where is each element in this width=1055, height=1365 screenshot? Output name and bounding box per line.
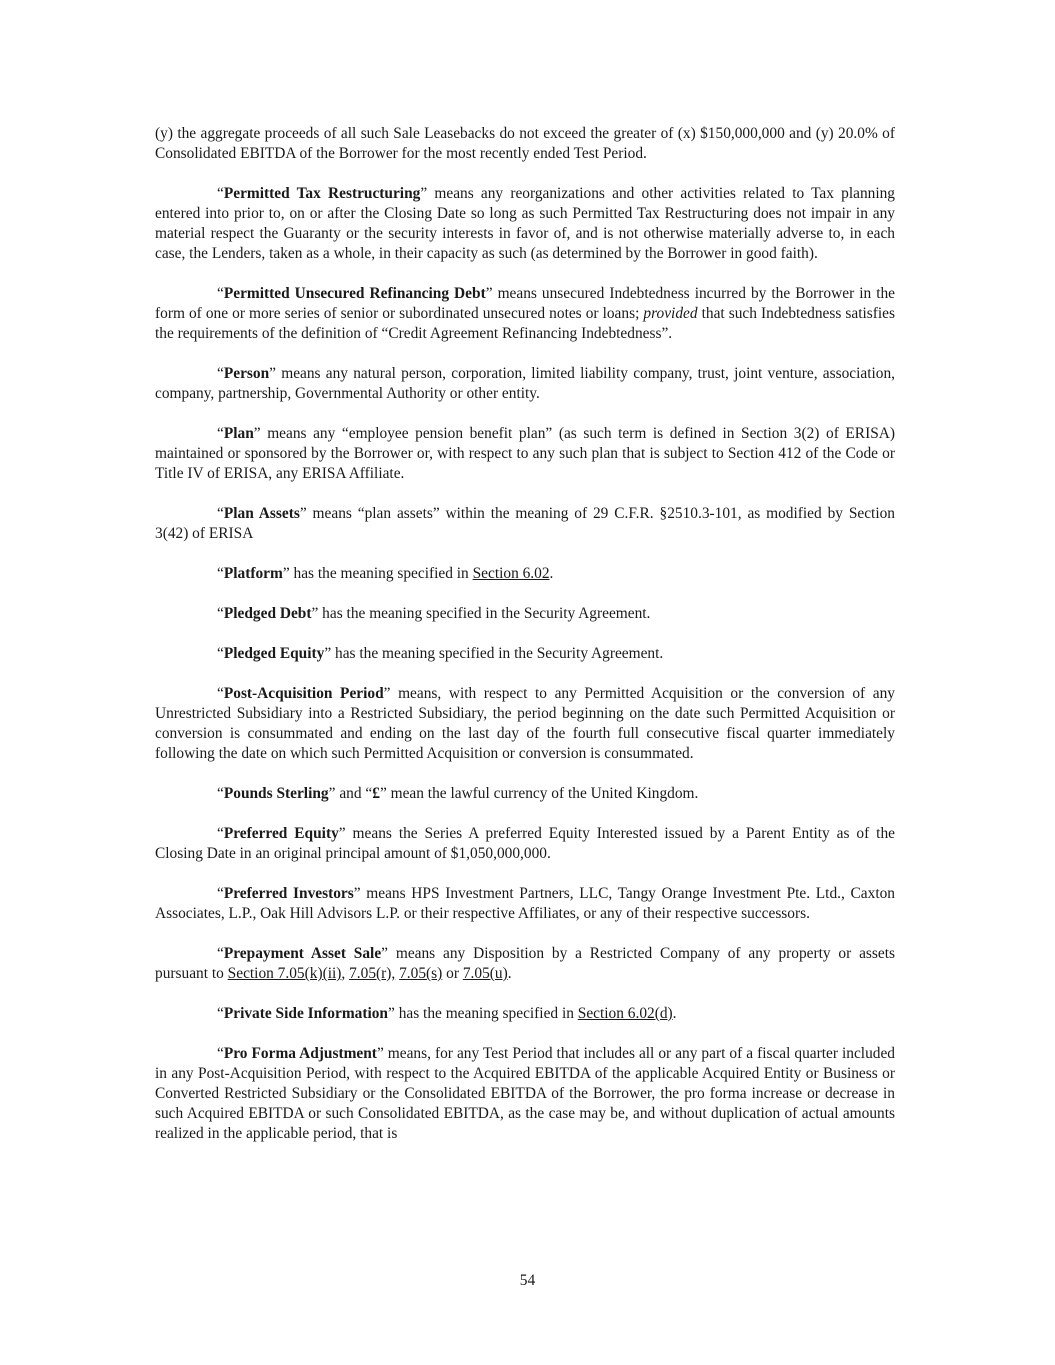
definition-plan-assets: “Plan Assets” means “plan assets” within the meaning of 29 C.F.R. §2510.3-101, as modified by Section 3(42) of ERISA xyxy=(155,505,895,542)
page-number: 54 xyxy=(519,1272,536,1289)
definition-end: . xyxy=(549,565,554,582)
definition-text: has the meaning specified in the Security Agreement. xyxy=(318,605,651,622)
section-reference-link[interactable]: 7.05(s) xyxy=(399,965,443,982)
section-reference-link[interactable]: 7.05(r), xyxy=(349,965,396,982)
definition-permitted-tax-restructuring: “Permitted Tax Restructuring” means any reorganizations and other activities related to Tax planning entered into prior to, on or after the Closing Date so long as such Permitted Tax Restructuring does not impair in any material respect the Guaranty or the security interests in favor of, and is not otherwise materially adverse to, in each case, the Lenders, taken as a whole, in their capacity as such (as determined by the Borrower in good faith). xyxy=(155,185,895,262)
definition-text: means any natural person, corporation, limited liability company, trust, joint venture, association, company, partnership, Governmental Authority or other entity. xyxy=(155,365,895,402)
definition-text: means any Disposition by a Restricted Company of any property or assets pursuant to xyxy=(155,945,895,982)
definition-text: means any reorganizations and other activities related to Tax planning entered into prior to, on or after the Closing Date so long as such Permitted Tax Restructuring does not impair in any material respect the Guaranty or the security interests in favor of, and is not otherwise materially adverse to, in each case, the Lenders, taken as a whole, in their capacity as such (as determined by the Borrower in good faith). xyxy=(155,185,895,262)
defined-term: Pledged Debt xyxy=(223,605,312,622)
defined-term: Post-Acquisition Period xyxy=(223,685,384,702)
definition-text: has the meaning specified in the Security Agreement. xyxy=(331,645,664,662)
defined-term: Pledged Equity xyxy=(223,645,325,662)
definition-text: means any “employee pension benefit plan” (as such term is defined in Section 3(2) of ERISA) maintained or sponsored by the Borrower or, with respect to any such plan that is subject to Section 412 of the Code or Title IV of ERISA, any ERISA Affiliate. xyxy=(155,425,895,482)
defined-term: Permitted Tax Restructuring xyxy=(223,185,421,202)
document-page xyxy=(155,124,895,1144)
definition-text: means HPS Investment Partners, LLC, Tangy Orange Investment Pte. Ltd., Caxton Associates, L.P., Oak Hill Advisors L.P. or their respective Affiliates, or any of their respective successors. xyxy=(155,885,895,922)
defined-term: Prepayment Asset Sale xyxy=(223,945,382,962)
defined-term: Preferred Equity xyxy=(223,825,339,842)
reference-separator: , xyxy=(341,965,350,982)
definition-plan: “Plan” means any “employee pension benefit plan” (as such term is defined in Section 3(2) of ERISA) maintained or sponsored by the Borrower or, with respect to any such plan that is subject to Section 412 of the Code or Title IV of ERISA, any ERISA Affiliate. xyxy=(155,425,895,482)
proviso-italic: provided xyxy=(643,305,698,322)
defined-term: Private Side Information xyxy=(223,1005,388,1022)
definition-private-side-information: “Private Side Information” has the meaning specified in Section 6.02(d). xyxy=(217,1005,677,1022)
defined-term: Person xyxy=(223,365,270,382)
definition-text: means the Series A preferred Equity Interested issued by a Parent Entity as of the Closing Date in an original principal amount of $1,050,000,000. xyxy=(155,825,895,862)
defined-term: Plan Assets xyxy=(223,505,300,522)
sale-leasebacks-paragraph xyxy=(155,124,895,164)
definition-pledged-debt: “Pledged Debt” has the meaning specified in the Security Agreement. xyxy=(217,605,651,622)
defined-term: Pounds Sterling xyxy=(223,785,329,802)
definition-preferred-equity: “Preferred Equity” means the Series A preferred Equity Interested issued by a Parent Entity as of the Closing Date in an original principal amount of $1,050,000,000. xyxy=(155,825,895,862)
definition-platform: “Platform” has the meaning specified in Section 6.02. xyxy=(217,565,554,582)
definition-text: means “plan assets” within the meaning of 29 C.F.R. §2510.3-101, as modified by Section 3(42) of ERISA xyxy=(155,505,895,542)
definition-prepayment-asset-sale: “Prepayment Asset Sale” means any Disposition by a Restricted Company of any property or assets pursuant to Section 7.05(k)(ii), 7.05(r), 7.05(s) or 7.05(u). xyxy=(155,945,895,982)
definition-preferred-investors: “Preferred Investors” means HPS Investment Partners, LLC, Tangy Orange Investment Pte. Ltd., Caxton Associates, L.P., Oak Hill Advisors L.P. or their respective Affiliates, or any of their respective successors. xyxy=(155,885,895,922)
definition-permitted-unsecured-refinancing-debt: “Permitted Unsecured Refinancing Debt” means unsecured Indebtedness incurred by the Borrower in the form of one or more series of senior or subordinated unsecured notes or loans; provided that such Indebtedness satisfies the requirements of the definition of “Credit Agreement Refinancing Indebtedness”. xyxy=(155,285,896,342)
definition-pounds-sterling: “Pounds Sterling” and “£” mean the lawful currency of the United Kingdom. xyxy=(217,785,699,802)
definition-text: means, for any Test Period that includes all or any part of a fiscal quarter included in any Post-Acquisition Period, with respect to the Acquired EBITDA of the applicable Acquired Entity or Business or Converted Restricted Subsidiary or the Consolidated EBITDA of the Borrower, the pro forma increase or decrease in such Acquired EBITDA or such Consolidated EBITDA, as the case may be, and without duplication of actual amounts realized in the applicable period, that is xyxy=(155,1045,896,1142)
definition-text: mean the lawful currency of the United Kingdom. xyxy=(386,785,699,802)
section-reference-link[interactable]: Section 7.05(k)(ii) xyxy=(227,965,342,982)
definition-text: has the meaning specified in xyxy=(394,1005,578,1022)
defined-term: Preferred Investors xyxy=(223,885,354,902)
definition-conjunction: and xyxy=(335,785,366,802)
definition-text: has the meaning specified in xyxy=(289,565,473,582)
definition-text-continued: that such Indebtedness satisfies the requirements of the definition of “Credit Agreement Refinancing Indebtedness”. xyxy=(155,305,895,342)
defined-term: Permitted Unsecured Refinancing Debt xyxy=(223,285,486,302)
definition-end: . xyxy=(507,965,512,982)
defined-term: Pro Forma Adjustment xyxy=(223,1045,377,1062)
section-reference-link[interactable]: Section 6.02 xyxy=(472,565,550,582)
definition-post-acquisition-period: “Post-Acquisition Period” means, with respect to any Permitted Acquisition or the conversion of any Unrestricted Subsidiary into a Restricted Subsidiary, the period beginning on the date such Permitted Acquisition or conversion is consummated and ending on the last day of the fourth full consecutive fiscal quarter immediately following the date on which such Permitted Acquisition or conversion is consummated. xyxy=(155,685,895,762)
definition-pro-forma-adjustment: “Pro Forma Adjustment” means, for any Test Period that includes all or any part of a fiscal quarter included in any Post-Acquisition Period, with respect to the Acquired EBITDA of the applicable Acquired Entity or Business or Converted Restricted Subsidiary or the Consolidated EBITDA of the Borrower, the pro forma increase or decrease in such Acquired EBITDA or such Consolidated EBITDA, as the case may be, and without duplication of actual amounts realized in the applicable period, that is xyxy=(155,1045,896,1142)
definition-text: means unsecured Indebtedness incurred by the Borrower in the form of one or more series of senior or subordinated unsecured notes or loans; xyxy=(155,285,896,322)
definition-pledged-equity: “Pledged Equity” has the meaning specified in the Security Agreement. xyxy=(217,645,664,662)
definition-person: “Person” means any natural person, corporation, limited liability company, trust, joint venture, association, company, partnership, Governmental Authority or other entity. xyxy=(155,365,895,402)
defined-term: Plan xyxy=(223,425,254,442)
paragraph-text: (y) the aggregate proceeds of all such Sale Leasebacks do not exceed the greater of (x) $150,000,000 and (y) 20.0% of Consolidated EBITDA of the Borrower for the most recently ended Test Period. xyxy=(155,125,895,162)
section-reference-link[interactable]: 7.05(u) xyxy=(462,965,508,982)
section-reference-link[interactable]: Section 6.02(d) xyxy=(577,1005,673,1022)
definition-end: . xyxy=(672,1005,677,1022)
definition-text: means, with respect to any Permitted Acquisition or the conversion of any Unrestricted Subsidiary into a Restricted Subsidiary, the period beginning on the date such Permitted Acquisition or conversion is consummated and ending on the last day of the fourth full consecutive fiscal quarter immediately following the date on which such Permitted Acquisition or conversion is consummated. xyxy=(155,685,895,762)
reference-separator: or xyxy=(442,965,463,982)
defined-term: Platform xyxy=(223,565,283,582)
currency-symbol-term: £ xyxy=(372,785,380,802)
